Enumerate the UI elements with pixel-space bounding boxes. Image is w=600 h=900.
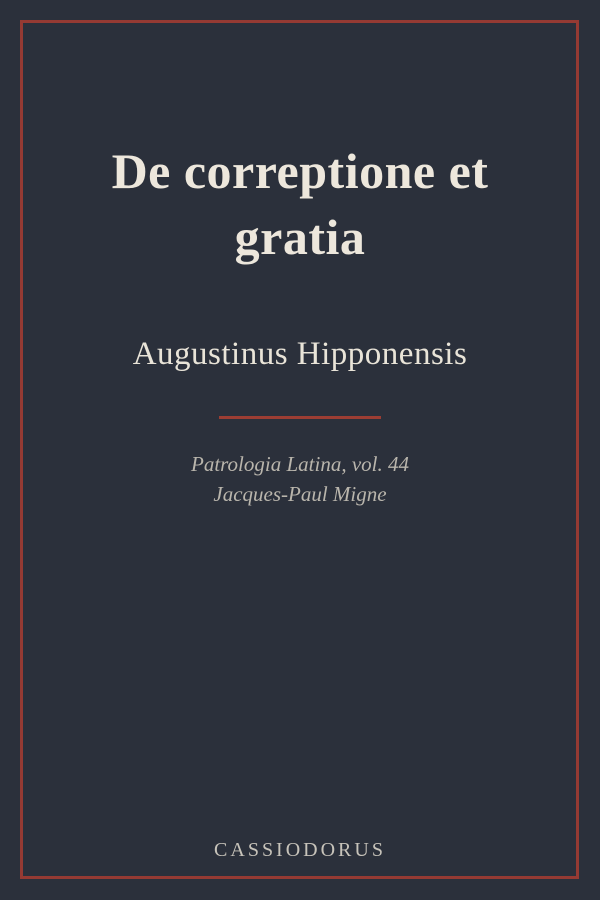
imprint-editor: Jacques-Paul Migne xyxy=(213,482,387,507)
imprint-block xyxy=(0,449,600,510)
book-title: De correptione et gratia xyxy=(111,143,489,265)
publisher-name: CASSIODORUS xyxy=(214,839,386,861)
book-author: Augustinus Hipponensis xyxy=(132,336,468,372)
imprint-series: Patrologia Latina, vol. 44 xyxy=(191,452,409,476)
divider-rule xyxy=(219,416,381,419)
